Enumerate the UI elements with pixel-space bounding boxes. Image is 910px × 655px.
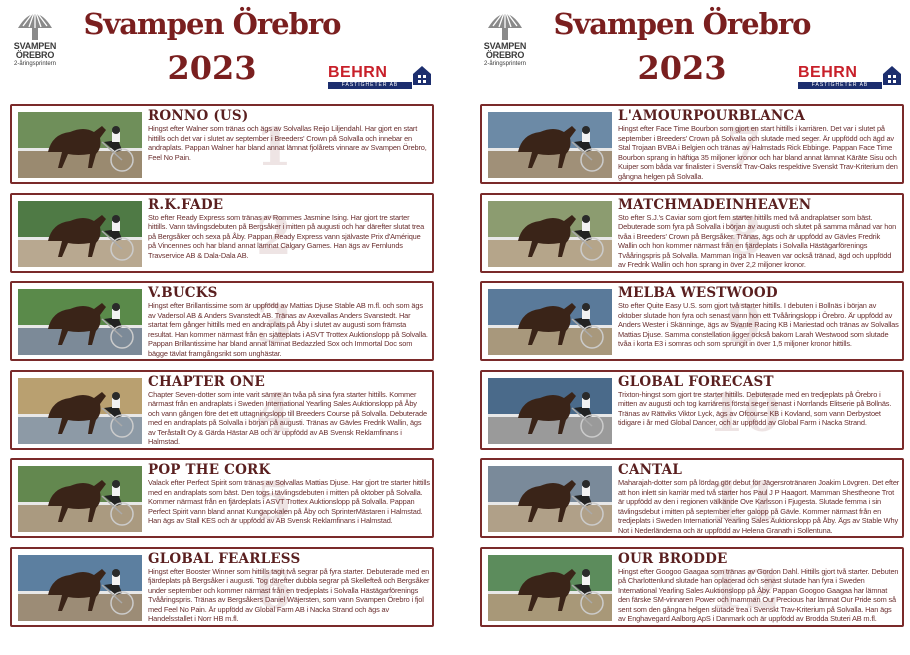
sponsor-sub: FASTIGHETER AB [328, 82, 412, 89]
horse-card [10, 193, 434, 273]
horse-card [480, 193, 904, 273]
horse-description: Hingst efter Googoo Gaagaa som tränas av Gordon Dahl. Hittills gjort två starter. Debuten på Charlottenlund slutade han oplacerad och senast slutade han fyra i Sweden International Yearling Sales Auktionslopp på Åby. Pappan Googoo Gaagaa har lämnat den färske SM-vinnaren Power och mamman Our Precious har lämnat Our Pride som så sent som den gångna helgen slutade trea i Svenskt Trav-Kriterium på Solvalla. Han ägs av Enghavegard Aalborg ApS i Danmark och är uppfödd av Brodda Stuteri AB m.fl. [618, 566, 899, 624]
horse-name: OUR BRODDE [618, 550, 728, 567]
left-page [6, 0, 451, 655]
start-number: 5 [255, 471, 293, 532]
horse-photo [488, 112, 612, 178]
horse-name: GLOBAL FEARLESS [148, 550, 301, 567]
logo-line1: SVAMPEN [483, 41, 527, 51]
horse-description: Trixton-hingst som gjort tre starter hittills. Debuterade med en tredjeplats på Örebro i mitten av augusti och tog karriärens första seger senast i Norrlands Elitserie på Bollnäs. Tränas av Rättviks Viktor Lyck, ägs av Ofcourse KB i Kovland, som vann Derbystoet tidigare i år med Global Dancer, och är uppfödd av Global Farm i Nacka Strand. [618, 389, 892, 428]
page-title [542, 6, 822, 88]
title-text: Svampen Örebro [83, 7, 341, 41]
horse-photo [488, 555, 612, 621]
start-number: 9 [725, 294, 763, 355]
horse-photo [18, 112, 142, 178]
horse-card [10, 281, 434, 361]
horse-name: R.K.FADE [148, 196, 224, 213]
svampen-logo [476, 6, 534, 76]
house-icon [882, 64, 902, 86]
horse-description: Hingst efter Brillantissime som är uppfödd av Mattias Djuse Stable AB m.fl. och som ägs av Vadersol AB & Anders Svanstedt AB. Tränas av Axevallas Anders Svanstedt. Har startat fem gånger hittills med en andraplats på Åby i slutet av augusti som främsta resultat. Han kommer närmast från en sjätteplats i ASVT Trottex Auktionslopp på Solvalla. Pappan Brillantissime har bland annat lämnat Bedazzled Sox och Immortal Doc som bägge tävlat framgångsrikt som unghästar. [148, 301, 428, 358]
start-number: 6 [255, 559, 293, 621]
horse-card [480, 281, 904, 361]
horse-photo [488, 466, 612, 532]
horse-name: POP THE CORK [148, 462, 271, 478]
start-number: 3 [255, 294, 293, 355]
sponsor-sub: FASTIGHETER AB [798, 82, 882, 89]
logo-line2: ÖREBRO [15, 50, 55, 60]
start-number: 8 [725, 205, 763, 267]
horse-photo [18, 378, 142, 444]
logo-line1: SVAMPEN [13, 41, 57, 51]
horse-description: Chapter Seven-dotter som inte varit sämre än tvåa på sina fyra starter hittills. Kommer närmast från en andraplats i Sweden International Yearling Sales Auktionslopp på Åby och vann gången före det ett uttagningslopp till Breeders Course på Solvalla. Debuterade med en andraplats på Solvalla i början på augusti. Tränas av Gävles Fredrik Wallin, ägs av Teråstallt Oy & Gärda Hästar AB och är uppfödd av AB Svensk Reklamfinans i Halmstad. [148, 389, 427, 447]
horse-name: MATCHMADEINHEAVEN [618, 196, 812, 213]
horse-card [10, 370, 434, 450]
horse-photo [18, 466, 142, 532]
horse-photo [488, 201, 612, 267]
horse-description: Hingst efter Booster Winner som hittills tagit två segrar på fyra starter. Debuterade med en fjärdeplats på Bergsåker i augusti. Tog därefter dubbla segrar på Skellefteå och Bergsåker under september och kommer närmast från en tredjeplats i Solvalla Hästägarförenings Tvååringspris. Tränas av Bergsåkers Daniel Wäjersten, som vann Svampen Örebro i fjol med Feel No Pain. Är uppfödd av Global Farm AB i Nacka Strand och ägs av Handelsstallet i Norr HB m.fl. [148, 566, 430, 624]
svampen-logo [6, 6, 64, 76]
page-header [476, 0, 910, 100]
horse-card [480, 104, 904, 184]
horse-name: RONNO (US) [148, 108, 249, 124]
horse-description: Maharajah-dotter som på lördag gör debut för Jägersrotränaren Joakim Lövgren. Det efter att hon inlett sin karriär med två starter hos Paul J P Haagort. Mamman Shestheone Trot är uppfödd av den i regionen välkände Ove Karlsson i Fjugesta. Slutade femma i sin tävlingsdebut i mitten på september efter galopp på Gävle. Kommer närmast från en tredjeplats i Sweden International Yearling Sales Auktionslopp på Åby. Ägs av Stable Why Not i Nederländerna och är uppfödd av Helena Granath i Sollentuna. [618, 478, 900, 535]
horse-name: V.BUCKS [148, 285, 218, 301]
page-header [6, 0, 451, 100]
horse-photo [18, 201, 142, 267]
horse-name: MELBA WESTWOOD [618, 285, 778, 301]
horse-photo [488, 289, 612, 355]
logo-sub: 2-åringsprintern [483, 61, 527, 67]
horse-photo [18, 289, 142, 355]
horse-photo [488, 378, 612, 444]
logo-sub: 2-åringsprintern [13, 61, 57, 67]
horse-name: GLOBAL FORECAST [618, 373, 774, 390]
horse-card [480, 370, 904, 450]
horse-description: Sto efter Quite Easy U.S. som gjort två starter hittills. I debuten i Bollnäs i början av oktober slutade hon fyra och senast vann hon ett Tvååringslopp i Örebro. Är uppfödd av Anders Wester i Skänninge, ägs av Svante Racing KB i Mariestad och tränas av Solvallas Mattias Djuse. Samma constellation ligger också bakom Larah Westwood som slutade tvåa i korta E3 i somras och som sprungit in över 1,5 miljoner kronor hittills. [618, 301, 899, 349]
horse-photo [18, 555, 142, 621]
horse-card [480, 547, 904, 627]
horse-card [10, 458, 434, 538]
start-number: 12 [707, 559, 781, 621]
sponsor-name: BEHRN [798, 64, 858, 81]
start-number: 4 [255, 382, 293, 444]
logo-line2: ÖREBRO [485, 50, 525, 60]
horse-description: Valack efter Perfect Spirit som tränas av Solvallas Mattias Djuse. Har gjort tre starter hittills med en andraplats som bäst. Den togs i tävlingsdebuten i mitten på oktober på Solvalla. Kommer närmast från en fjärdeplats i ASVT Trottex Auktionslopp på Solvalla. Pappan Perfect Spirit vann bland annat Kungapokalen på Åby och SprinterMästaren i Halmstad. Han ägs av Stall KES och är uppfödd av AB Svensk Reklamfinans i Halmstad. [148, 478, 430, 526]
title-year: 2023 [167, 49, 257, 87]
start-number: 1 [255, 117, 293, 178]
start-number: 11 [707, 471, 781, 532]
horse-description: Sto efter S.J.'s Caviar som gjort fem starter hittills med två andraplatser som bäst. Debuterade som fyra på Solvalla i början av augusti och slutet på samma månad var hon tvåa i Breeders' Crown på Bergsåker. Tränas, ägs och är uppfödd av Gävles Fredrik Wallin och hon kommer närmast från en fjärdeplats i Solvalla Hästägarförenings Tvååringspris på Solvalla. Mamman Inga In Heaven var också tränad, ägd och uppfödd av Fredrik Wallin och hon sprang in över 2,2 miljoner kronor. [618, 212, 897, 270]
house-icon [412, 64, 432, 86]
sponsor-name: BEHRN [328, 64, 388, 81]
mushroom-logo-icon [485, 6, 525, 42]
horse-description: Hingst efter Walner som tränas och ägs av Solvallas Reijo Liljendahl. Har gjort en start hittills och det var i slutet av september i Breeders' Crown på Solvalla och innebar en andraplats. Pappan Walner har bland annat lämnat fjolårets vinnare av Svampen Örebro, Feel No Pain. [148, 124, 427, 162]
horse-description: Hingst efter Face Time Bourbon som gjort en start hittills i karriären. Det var i slutet på september i Breeders' Crown på Solvalla och slutade med seger. Är uppfödd och ägd av Stal Trojaan BVBA i Belgien och tränas av Halmstads Rick Ebbinge. Pappan Face Time Bourbon sprang in häftiga 35 miljoner kronor och har bland annat lämnat Kārāte Sisu och Kuiper som båda var finalister i Svenskt Trav-Oaks respektive Svenskt Trav-Kriterium den gångna helgen på Solvalla. [618, 124, 898, 181]
horse-card [480, 458, 904, 538]
title-text: Svampen Örebro [553, 7, 811, 41]
title-year: 2023 [637, 49, 727, 87]
page-title [72, 6, 352, 88]
start-number: 7 [725, 117, 763, 178]
horse-card [10, 104, 434, 184]
start-number: 10 [707, 382, 781, 444]
horse-name: CANTAL [618, 462, 683, 478]
right-page [476, 0, 910, 655]
horse-name: L'AMOURPOURBLANCA [618, 108, 806, 124]
sponsor-logo [798, 64, 902, 90]
mushroom-logo-icon [15, 6, 55, 42]
horse-description: Sto efter Ready Express som tränas av Rommes Jasmine Ising. Har gjort tre starter hittills. Vann tävlingsdebuten på Bergsåker i mitten på augusti och har därefter slutat trea på Bergsåker och sexa på Åby. Pappan Ready Express vann självaste Prix d'Amérique på Vincennes och har bland annat lämnat Calgary Games. Han ägs av Fernlunds Travservice AB & Dala-Dala AB. [148, 212, 425, 260]
horse-card [10, 547, 434, 627]
sponsor-logo [328, 64, 432, 90]
start-number: 2 [255, 205, 293, 267]
horse-name: CHAPTER ONE [148, 373, 265, 390]
